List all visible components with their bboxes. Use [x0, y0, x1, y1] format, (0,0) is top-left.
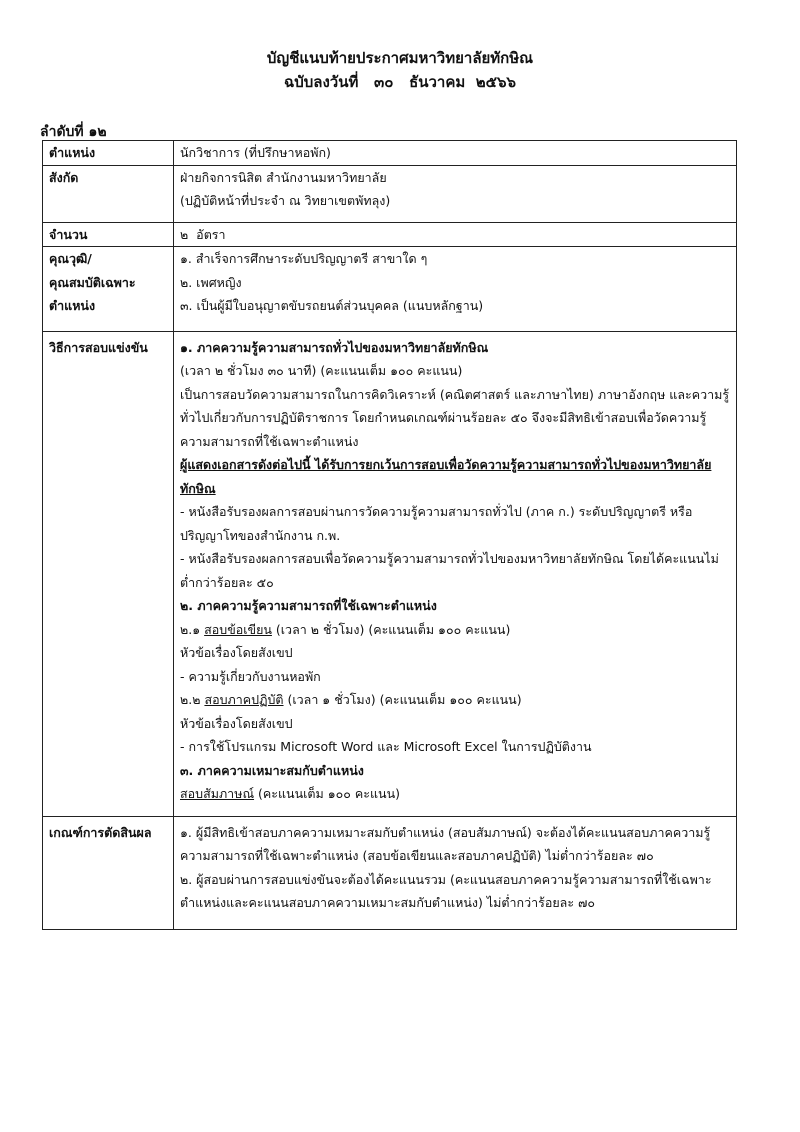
order-number: ลำดับที่ ๑๒ [40, 124, 107, 140]
exam-part2-2 [180, 688, 730, 712]
exam-part1-heading: ๑. ภาคความรู้ความสามารถทั่วไปของมหาวิทยาลัยทักษิณ [180, 339, 489, 355]
label-line: คุณวุฒิ/ [49, 251, 92, 266]
row-qualifications [43, 247, 737, 332]
label-position: ตำแหน่ง [43, 141, 174, 166]
affiliation-line: ฝ่ายกิจการนิสิต สำนักงานมหาวิทยาลัย [180, 169, 387, 185]
value-exam-method [174, 331, 737, 816]
row-affiliation [43, 165, 737, 222]
document-date: ฉบับลงวันที่ ๓๐ ธันวาคม ๒๕๖๖ [284, 73, 516, 91]
criteria-item: ๑. ผู้มีสิทธิเข้าสอบภาคความเหมาะสมกับตำแหน่ง (สอบสัมภาษณ์) จะต้องได้คะแนนสอบภาคความรู้ความสามารถที่ใช้เฉพาะตำแหน่ง (สอบข้อเขียนและสอบภาคปฏิบัติ) ไม่ต่ำกว่าร้อยละ ๗๐ [180, 824, 711, 863]
exemption-item: - หนังสือรับรองผลการสอบเพื่อวัดความรู้ความสามารถทั่วไปของมหาวิทยาลัยทักษิณ โดยได้คะแนนไม่ต่ำกว่าร้อยละ ๕๐ [180, 551, 719, 590]
document-title: บัญชีแนบท้ายประกาศมหาวิทยาลัยทักษิณ [266, 49, 534, 67]
practical-exam-detail: (เวลา ๑ ชั่วโมง) (คะแนนเต็ม ๑๐๐ คะแนน) [283, 692, 522, 707]
interview-title: สอบสัมภาษณ์ [180, 786, 255, 801]
affiliation-line: (ปฏิบัติหน้าที่ประจำ ณ วิทยาเขตพัทลุง) [180, 193, 391, 208]
written-exam-title: สอบข้อเขียน [204, 621, 272, 637]
label-qualifications [43, 247, 174, 332]
exemption-heading: ผู้แสดงเอกสารดังต่อไปนี้ ได้รับการยกเว้นการสอบเพื่อวัดความรู้ความสามารถทั่วไปของมหาวิทยาลัยทักษิณ [180, 457, 712, 496]
part2-1-topic: - ความรู้เกี่ยวกับงานหอพัก [180, 668, 321, 684]
part2-2-prefix: ๒.๒ [180, 692, 205, 707]
part2-2-topics-label: หัวข้อเรื่องโดยสังเขป [180, 715, 293, 731]
exam-part3-heading: ๓. ภาคความเหมาะสมกับตำแหน่ง [180, 762, 364, 778]
written-exam-detail: (เวลา ๒ ชั่วโมง) (คะแนนเต็ม ๑๐๐ คะแนน) [271, 621, 511, 637]
value-qualifications [174, 247, 737, 332]
row-position [43, 141, 737, 166]
interview-detail: (คะแนนเต็ม ๑๐๐ คะแนน) [254, 786, 400, 801]
part2-1-topics-label: หัวข้อเรื่องโดยสังเขป [180, 645, 293, 660]
qualification-item: ๓. เป็นผู้มีใบอนุญาตขับรถยนต์ส่วนบุคคล (แนบหลักฐาน) [180, 298, 484, 313]
row-criteria [43, 816, 737, 929]
value-affiliation [174, 165, 737, 222]
exemption-item: - หนังสือรับรองผลการสอบผ่านการวัดความรู้ความสามารถทั่วไป (ภาค ก.) ระดับปริญญาตรี หรือปริญญาโทของสำนักงาน ก.พ. [180, 504, 693, 543]
value-quantity: ๒ อัตรา [174, 222, 737, 247]
part2-2-topic: - การใช้โปรแกรม Microsoft Word และ Microsoft Excel ในการปฏิบัติงาน [180, 739, 592, 754]
exam-part3 [180, 782, 730, 806]
qualification-item: ๑. สำเร็จการศึกษาระดับปริญญาตรี สาขาใด ๆ [180, 251, 428, 266]
exam-part1-description: เป็นการสอบวัดความสามารถในการคิดวิเคราะห์ (คณิตศาสตร์ และภาษาไทย) ภาษาอังกฤษ และความรู้ทั่วไปเกี่ยวกับการปฏิบัติราชการ โดยกำหนดเกณฑ์ผ่านร้อยละ ๕๐ จึงจะมีสิทธิเข้าสอบเพื่อวัดความรู้ความสามารถที่ใช้เฉพาะตำแหน่ง [180, 386, 730, 449]
document-header [0, 46, 800, 94]
label-quantity: จำนวน [43, 222, 174, 247]
label-line: ตำแหน่ง [49, 298, 96, 313]
exam-part1-time: (เวลา ๒ ชั่วโมง ๓๐ นาที) (คะแนนเต็ม ๑๐๐ คะแนน) [180, 363, 463, 378]
practical-exam-title: สอบภาคปฏิบัติ [204, 692, 284, 707]
qualification-item: ๒. เพศหญิง [180, 274, 242, 290]
row-quantity [43, 222, 737, 247]
label-criteria: เกณฑ์การตัดสินผล [43, 816, 174, 929]
value-position: นักวิชาการ (ที่ปรึกษาหอพัก) [174, 141, 737, 166]
part2-1-prefix: ๒.๑ [180, 621, 205, 637]
label-line: คุณสมบัติเฉพาะ [49, 274, 136, 290]
exam-part2-1 [180, 618, 730, 642]
label-affiliation: สังกัด [43, 165, 174, 222]
position-details-table [42, 140, 737, 930]
row-exam-method [43, 331, 737, 816]
label-exam-method: วิธีการสอบแข่งขัน [43, 331, 174, 816]
value-criteria [174, 816, 737, 929]
criteria-item: ๒. ผู้สอบผ่านการสอบแข่งขันจะต้องได้คะแนนรวม (คะแนนสอบภาคความรู้ความสามารถที่ใช้เฉพาะตำแหน่งและคะแนนสอบภาคความเหมาะสมกับตำแหน่ง) ไม่ต่ำกว่าร้อยละ ๗๐ [180, 871, 712, 910]
exam-part2-heading: ๒. ภาคความรู้ความสามารถที่ใช้เฉพาะตำแหน่ง [180, 598, 437, 613]
